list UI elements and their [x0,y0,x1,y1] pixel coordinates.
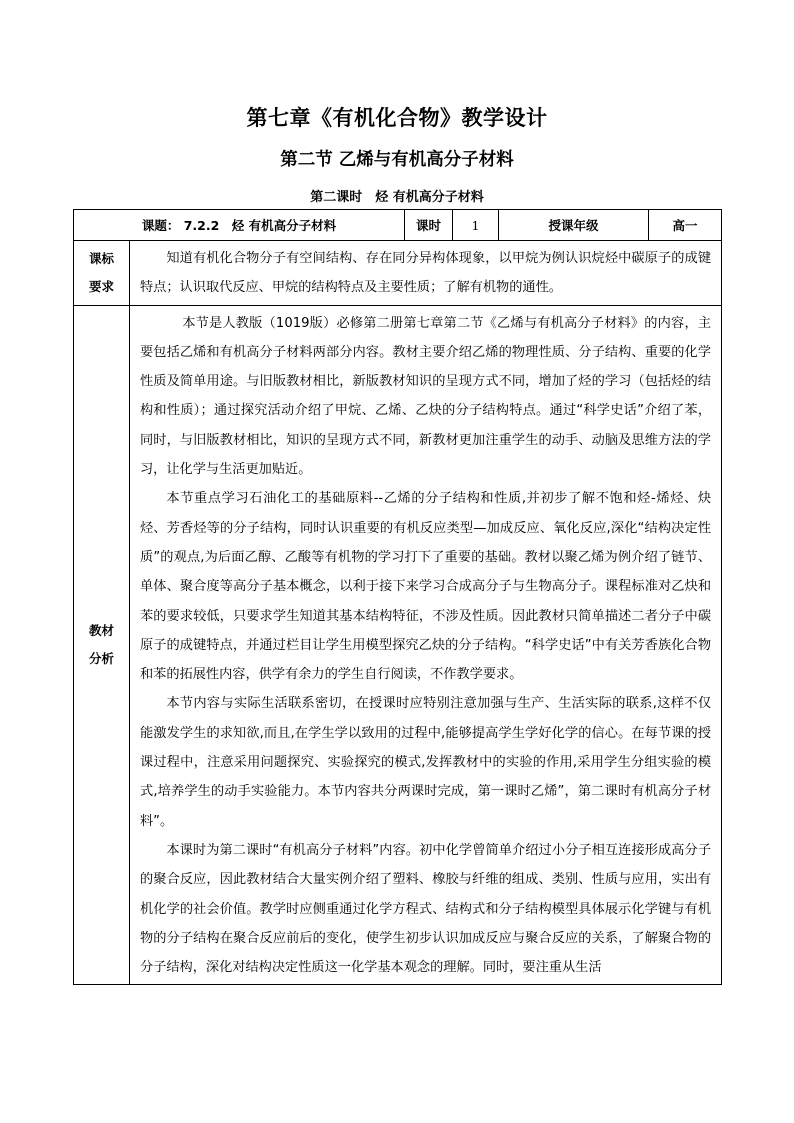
analysis-paragraph: 本节重点学习石油化工的基础原料--乙烯的分子结构和性质,并初步了解不饱和烃-烯烃、炔烃、芳香烃等的分子结构，同时认识重要的有机反应类型—加成反应、氧化反应,深化“结构决定性质”的观点,为后面乙醇、乙酸等有机物的学习打下了重要的基础。教材以聚乙烯为例介绍了链节、单体、聚合度等高分子基本概念，以利于接下来学习合成高分子与生物高分子。课程标准对乙炔和苯的要求较低，只要求学生知道其基本结构特征，不涉及性质。因此教材只简单描述二者分子中碳原子的成键特点，并通过栏目让学生用模型探究乙炔的分子结构。“科学史话”中有关芳香族化合物和苯的拓展性内容，供学有余力的学生自行阅读，不作教学要求。 [140,491,712,683]
hours-label: 课时 [405,210,453,241]
analysis-label-line1: 教材 [88,623,114,638]
lesson-plan-table [73,209,722,985]
grade-value: 高一 [649,210,722,241]
analysis-label-line2: 分析 [88,651,114,666]
analysis-text-cell [130,305,722,985]
topic-cell [74,210,405,241]
standards-text: 知道有机化合物分子有空间结构、存在同分异构体现象，以甲烷为例认识烷烃中碳原子的成键特点；认识取代反应、甲烷的结构特点及主要性质；了解有机物的通性。 [140,251,712,296]
hours-value: 1 [453,210,499,241]
header-row [74,210,722,241]
analysis-label [74,305,130,985]
analysis-paragraph: 本节是人教版（1019版）必修第二册第七章第二节《乙烯与有机高分子材料》的内容，主要包括乙烯和有机高分子材料两部分内容。教材主要介绍乙烯的物理性质、分子结构、重要的化学性质及简单用途。与旧版教材相比，新版教材知识的呈现方式不同，增加了烃的学习（包括烃的结构和性质）；通过探究活动介绍了甲烷、乙烯、乙炔的分子结构特点。通过“科学史话”介绍了苯，同时，与旧版教材相比，知识的呈现方式不同，新教材更加注重学生的动手、动脑及思维方法的学习，让化学与生活更加贴近。 [140,315,712,478]
analysis-paragraph: 本课时为第二课时“有机高分子材料”内容。初中化学曾简单介绍过小分子相互连接形成高分子的聚合反应，因此教材结合大量实例介绍了塑料、橡胶与纤维的组成、类别、性质与应用，实出有机化学的社会价值。教学时应侧重通过化学方程式、结构式和分子结构模型具体展示化学键与有机物的分子结构在聚合反应前后的变化，使学生初步认识加成反应与聚合反应的关系，了解聚合物的分子结构，深化对结构决定性质这一化学基本观念的理解。同时，要注重从生活 [140,842,712,976]
standards-label-line1: 课标 [88,250,114,266]
standards-label-line2: 要求 [88,278,114,294]
standards-label [74,241,130,306]
standards-row [74,241,722,306]
topic-label: 课题： [141,218,180,233]
analysis-paragraph: 本节内容与实际生活联系密切，在授课时应特别注意加强与生产、生活实际的联系,这样不仅能激发学生的求知欲,而且,在学生学以致用的过程中,能够提高学生学好化学的信心。在每节课的授课过程中，注意采用问题探究、实验探究的模式,发挥教材中的实验的作用,采用学生分组实验的模式,培养学生的动手实验能力。本节内容共分两课时完成，第一课时乙烯”，第二课时有机高分子材料”。 [140,696,712,829]
analysis-row [74,305,722,985]
chapter-title: 第七章《有机化合物》教学设计 [246,105,548,130]
section-title: 第二节 乙烯与有机高分子材料 [280,150,514,170]
standards-text-cell [130,241,722,306]
grade-label: 授课年级 [499,210,649,241]
lesson-subtitle: 第二课时 烃 有机高分子材料 [310,190,484,205]
topic-value: 7.2.2 烃 有机高分子材料 [183,218,337,233]
